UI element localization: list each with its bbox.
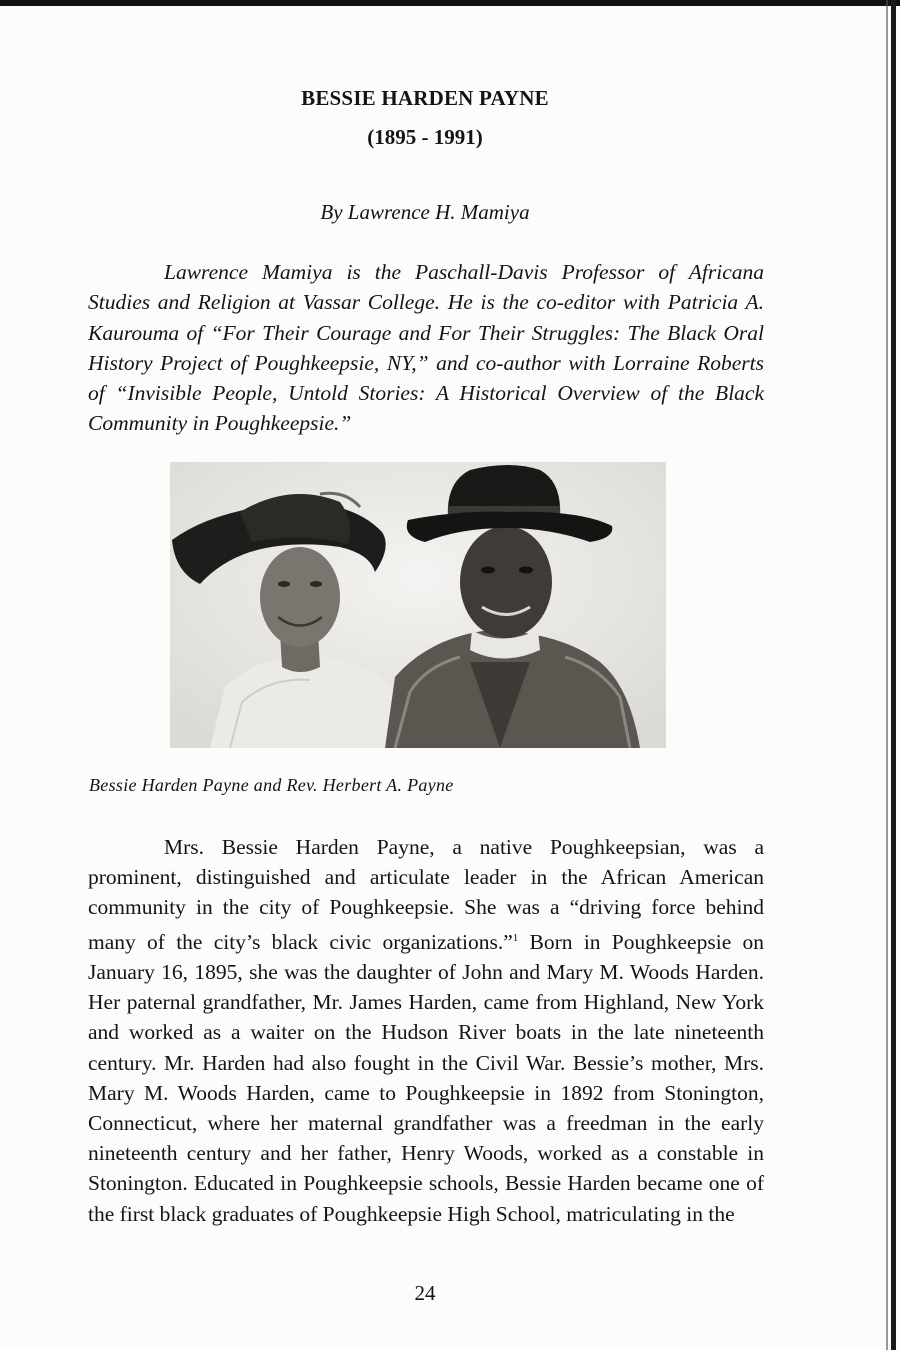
- portrait-photo: [170, 462, 666, 748]
- author-bio-text: Lawrence Mamiya is the Paschall-Davis Professor of Africana Studies and Religion at Vassar College. He is the co-editor with Patricia A. Kaurouma of “For Their Courage and For Their Struggles: The Black Oral History Project of Poughkeepsie, NY,” and co-author with Lorraine Roberts of “Invisible People, Untold Stories: A Historical Overview of the Black Community in Poughkeepsie.”: [88, 260, 764, 436]
- body-paragraph-rest: Born in Poughkeepsie on January 16, 1895, she was the daughter of John and Mary M. Woods Harden. Her paternal grandfather, Mr. James Harden, came from Highland, New York and worked as a waiter on the Hudson River boats in the late nineteenth century. Mr. Harden had also fought in the Civil War. Bessie’s mother, Mrs. Mary M. Woods Harden, came to Poughkeepsie in 1892 from Stonington, Connecticut, where her maternal grandfather was a freedman in the early nineteenth century and her father, Henry Woods, worked as a constable in Stonington. Educated in Poughkeepsie schools, Bessie Harden became one of the first black graduates of Poughkeepsie High School, matriculating in the: [88, 929, 764, 1226]
- photo-caption: Bessie Harden Payne and Rev. Herbert A. Payne: [89, 775, 454, 795]
- footnote-marker: 1: [512, 931, 519, 944]
- article-dates: (1895 - 1991): [367, 125, 483, 149]
- page-right-edge: [891, 0, 896, 1350]
- body-paragraph: [88, 832, 764, 1229]
- body-paragraph-start: Mrs. Bessie Harden Payne, a native Poughkeepsian, was a prominent, distinguished and articulate leader in the African American community in the city of Poughkeepsie. She was a “driving force behind many of the city’s black civic organizations.”: [88, 835, 764, 954]
- author-bio: [88, 257, 764, 439]
- article-byline: By Lawrence H. Mamiya: [320, 200, 530, 224]
- page-number: 24: [414, 1281, 436, 1305]
- article-body: [88, 832, 764, 1229]
- article-title: BESSIE HARDEN PAYNE: [301, 86, 549, 110]
- page-right-edge-shadow: [886, 0, 888, 1350]
- portrait-photo-image: [170, 462, 666, 748]
- page-top-edge: [0, 0, 900, 6]
